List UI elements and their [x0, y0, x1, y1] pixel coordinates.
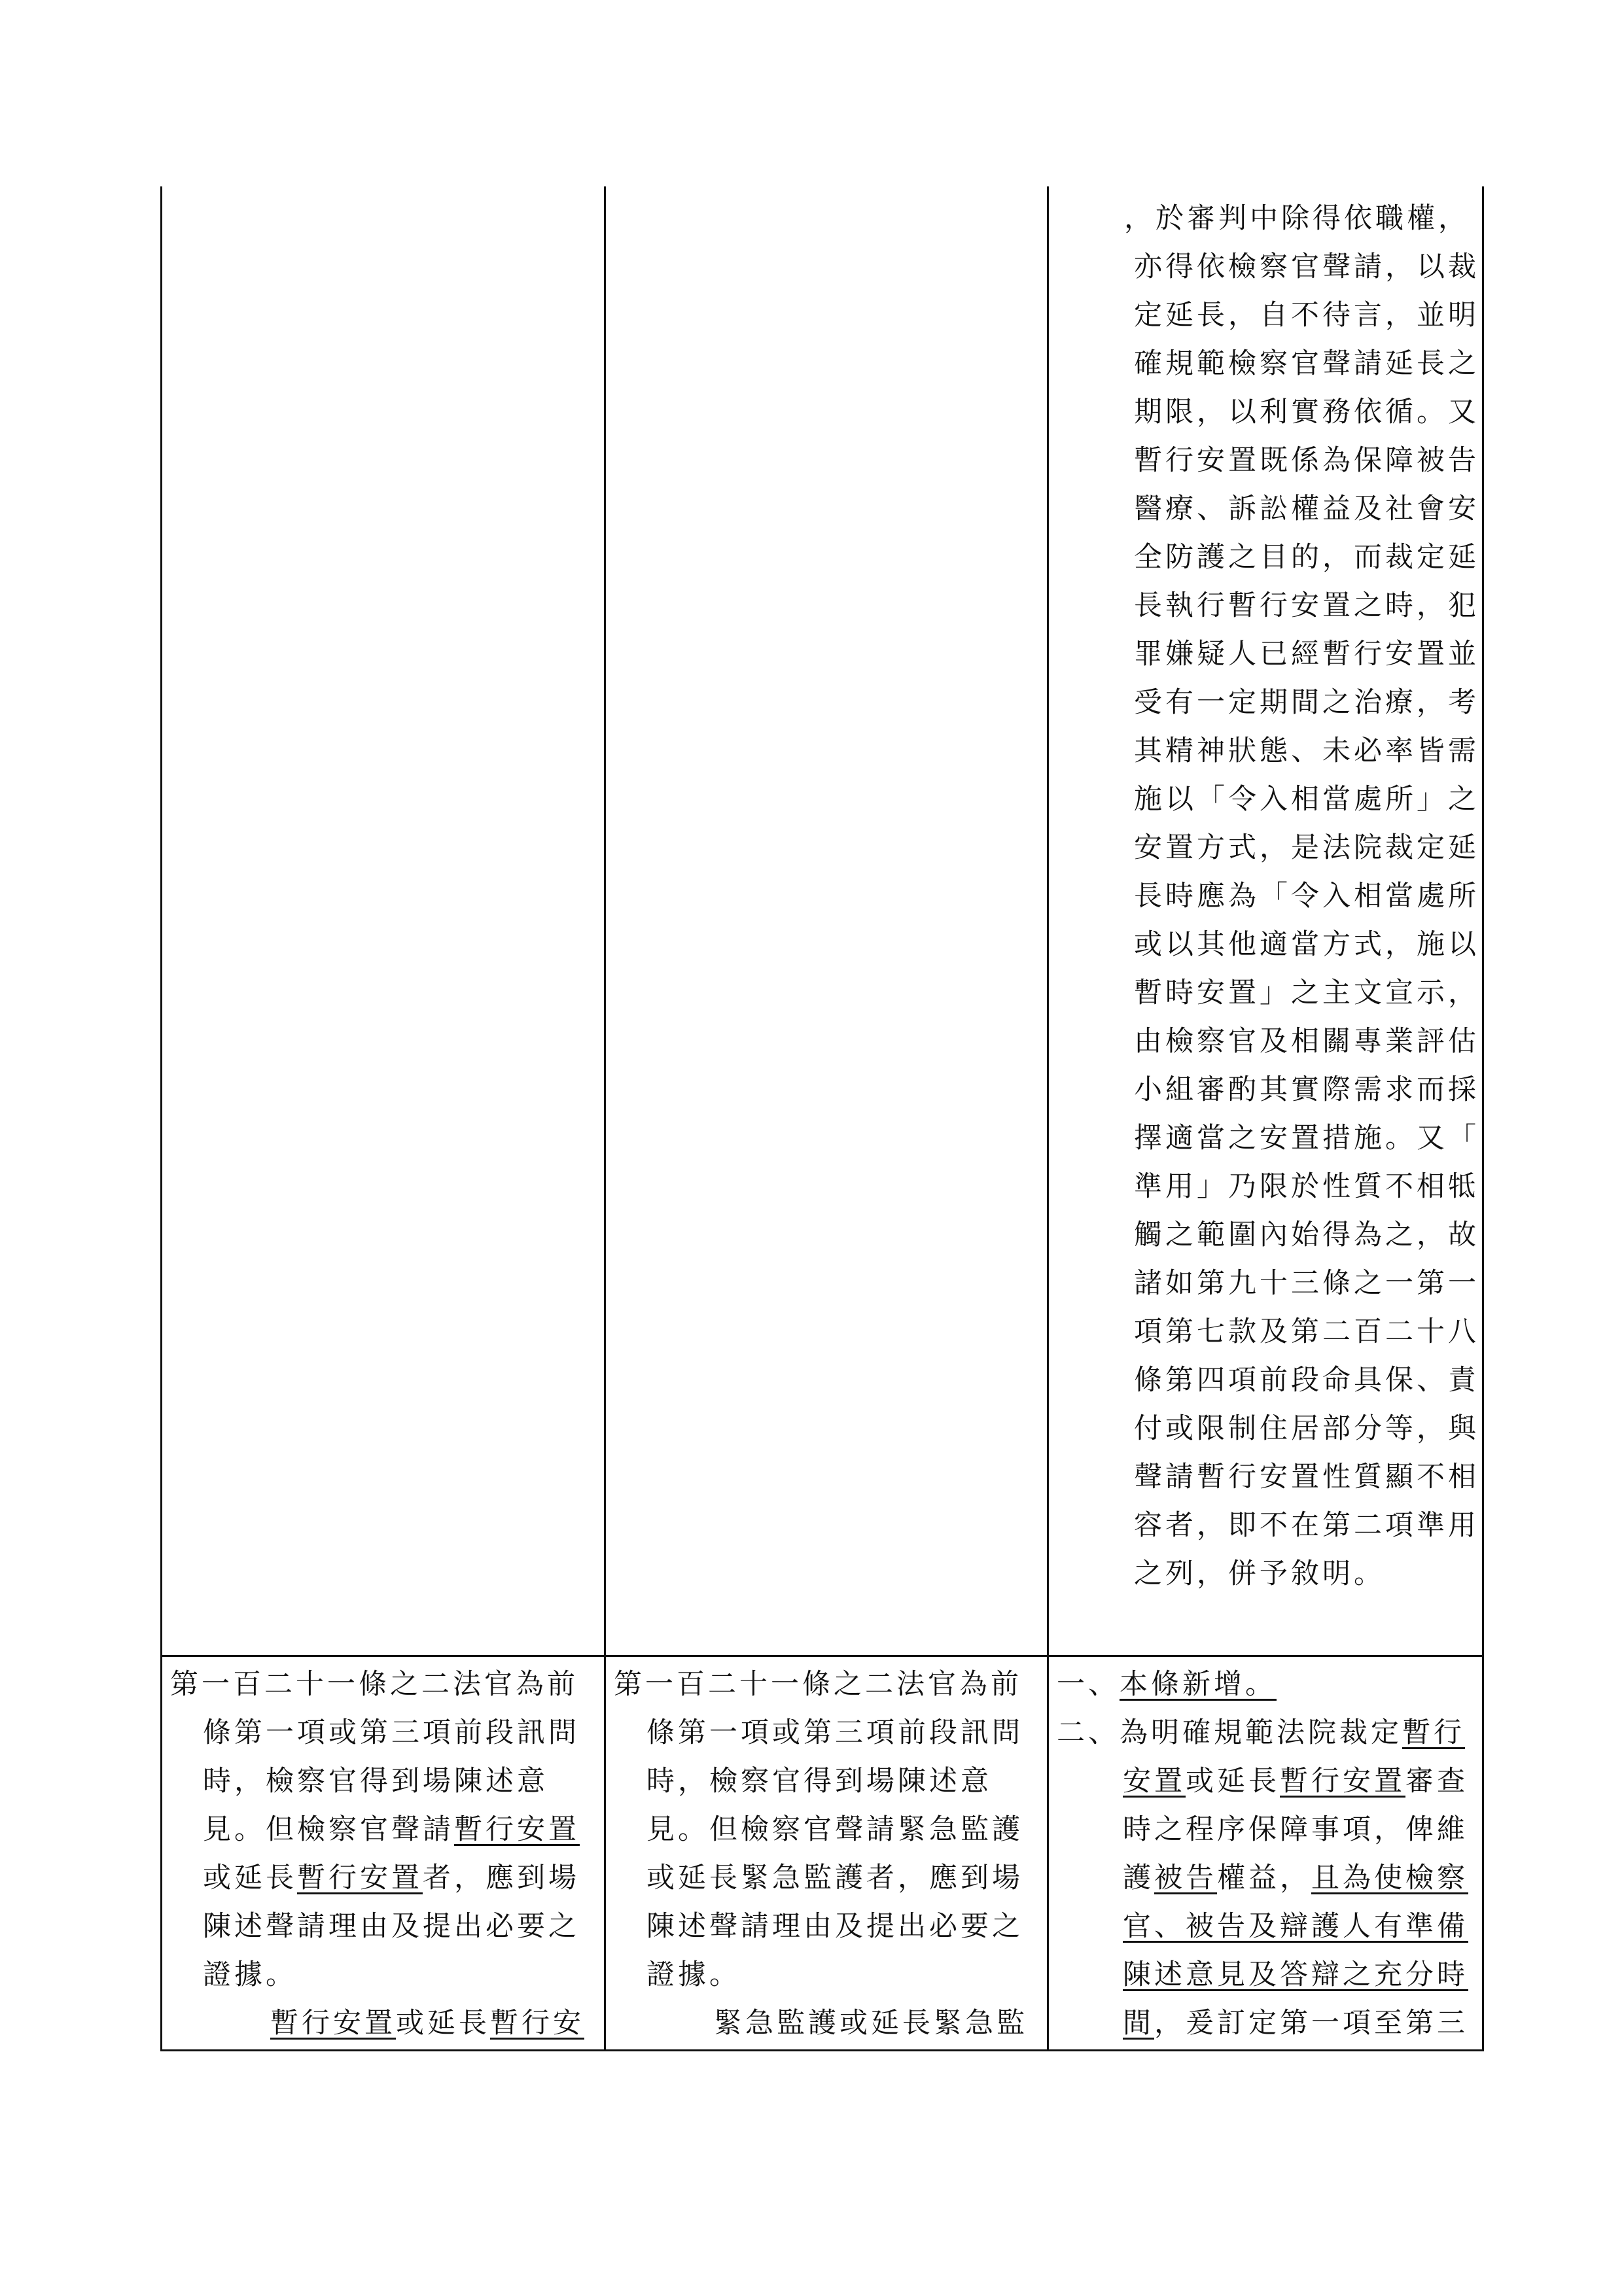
- explanation-line: [1049, 1999, 1482, 2047]
- explanation-line: 時之程序保障事項，俾維: [1123, 1813, 1468, 1846]
- underlined-term: 暫行安置: [297, 1862, 423, 1894]
- explanation-text: 為明確規範法院裁定: [1120, 1716, 1402, 1749]
- explanation-line: 定延長，自不待言，並明: [1134, 299, 1479, 332]
- underlined-term: 陳述意見及答辯之充分時: [1123, 1958, 1468, 1991]
- explanation-line: 其精神狀態、未必率皆需: [1134, 735, 1479, 767]
- article-line: [162, 1854, 604, 1902]
- explanation-line: 安置方式，是法院裁定延: [1134, 831, 1479, 864]
- explanation-line: 暫時安置」之主文宣示，: [1134, 977, 1479, 1009]
- explanation-line: 項第七款及第二百二十八: [1134, 1315, 1479, 1348]
- explanation-text: 審查: [1405, 1765, 1468, 1798]
- explanation-item: [1049, 1709, 1482, 1757]
- table-row: [162, 186, 1483, 1656]
- explanation-line: [1049, 1854, 1482, 1902]
- underlined-term: 暫行: [1402, 1716, 1465, 1749]
- underlined-term: 且為使檢察: [1311, 1862, 1468, 1894]
- explanation-line: 條第四項前段命具保、責: [1134, 1364, 1479, 1397]
- explanation-line: ，於審判中除得依職權，: [1124, 202, 1470, 235]
- article-line: 緊急監護或延長緊急監: [714, 2007, 1028, 2040]
- item-marker: 二、: [1057, 1716, 1120, 1749]
- article-line: 時，檢察官得到場陳述意: [203, 1765, 548, 1798]
- article-line: 陳述聲請理由及提出必要之: [203, 1910, 580, 1943]
- explanation-line: 罪嫌疑人已經暫行安置並: [1134, 638, 1479, 670]
- article-line: 第一百二十一條之二法官為前: [614, 1668, 1022, 1701]
- explanation-text: ，爰訂定第一項至第三: [1154, 2007, 1468, 2040]
- article-line: 證據。: [203, 1958, 297, 1991]
- article-text: 者，應到場: [423, 1862, 580, 1894]
- explanation-line: 諸如第九十三條之一第一: [1134, 1267, 1479, 1300]
- draft-article-cell-empty: [605, 186, 1048, 1656]
- explanation-new-cell: [1048, 1656, 1483, 2051]
- explanation-line: 受有一定期間之治療，考: [1134, 686, 1479, 719]
- comparison-table: [160, 186, 1484, 2051]
- explanation-line: [1049, 1757, 1482, 1805]
- article-text: 或延長: [203, 1862, 297, 1894]
- explanation-text: 護: [1123, 1862, 1154, 1894]
- explanation-line: [1049, 1902, 1482, 1951]
- underlined-term: 安置: [1123, 1765, 1186, 1798]
- article-line: 證據。: [646, 1958, 741, 1991]
- explanation-line: 付或限制住居部分等，與: [1134, 1412, 1479, 1445]
- article-line: 時，檢察官得到場陳述意: [646, 1765, 992, 1798]
- article-line: 第一百二十一條之二法官為前: [170, 1668, 578, 1701]
- explanation-text: 權益，: [1217, 1862, 1311, 1894]
- table-row: [162, 1656, 1483, 2051]
- explanation-line: 全防護之目的，而裁定延: [1134, 541, 1479, 574]
- explanation-line: 由檢察官及相關專業評估: [1134, 1025, 1479, 1058]
- article-line: 陳述聲請理由及提出必要之: [646, 1910, 1023, 1943]
- explanation-line: 之列，併予敘明。: [1134, 1557, 1385, 1590]
- article-line: [162, 1805, 604, 1854]
- amended-article-cell: [162, 1656, 605, 2051]
- explanation-line: [1049, 1951, 1482, 1999]
- article-text: 或延長: [396, 2007, 490, 2040]
- explanation-continued-cell: [1048, 186, 1483, 1656]
- explanation-line: 施以「令入相當處所」之: [1134, 783, 1479, 816]
- explanation-line: 擇適當之安置措施。又「: [1134, 1122, 1479, 1155]
- underlined-term: 暫行安: [490, 2007, 584, 2040]
- explanation-line: 暫行安置既係為保障被告: [1134, 444, 1479, 477]
- explanation-line: 期限，以利實務依循。又: [1134, 396, 1479, 428]
- underlined-term: 暫行安置: [454, 1813, 580, 1846]
- article-line: 條第一項或第三項前段訊問: [646, 1716, 1023, 1749]
- article-line: [162, 1999, 604, 2047]
- explanation-line: 確規範檢察官聲請延長之: [1134, 347, 1479, 380]
- explanation-line: 或以其他適當方式，施以: [1134, 928, 1479, 961]
- explanation-line: 亦得依檢察官聲請，以裁: [1134, 251, 1479, 283]
- explanation-line: 容者，即不在第二項準用: [1134, 1509, 1479, 1542]
- underlined-term: 暫行安置: [1280, 1765, 1405, 1798]
- amended-article-cell-empty: [162, 186, 605, 1656]
- draft-article-cell: [605, 1656, 1048, 2051]
- item-marker: 一、: [1057, 1668, 1120, 1701]
- underlined-term: 本條新增。: [1120, 1668, 1277, 1701]
- article-text: 見。但檢察官聲請: [203, 1813, 454, 1846]
- explanation-line: 醫療、訴訟權益及社會安: [1134, 493, 1479, 525]
- underlined-term: 間: [1123, 2007, 1154, 2040]
- underlined-term: 官、被告及辯護人有準備: [1123, 1910, 1468, 1943]
- explanation-line: 長時應為「令入相當處所: [1134, 880, 1479, 913]
- explanation-line: 聲請暫行安置性質顯不相: [1134, 1461, 1479, 1493]
- article-line: 或延長緊急監護者，應到場: [646, 1862, 1023, 1894]
- explanation-line: 準用」乃限於性質不相牴: [1134, 1170, 1479, 1203]
- article-line: 條第一項或第三項前段訊問: [203, 1716, 580, 1749]
- explanation-item: [1049, 1660, 1482, 1709]
- explanation-text: 或延長: [1186, 1765, 1280, 1798]
- explanation-line: 觸之範圍內始得為之，故: [1134, 1219, 1479, 1251]
- explanation-line: 小組審酌其實際需求而採: [1134, 1073, 1479, 1106]
- explanation-line: 長執行暫行安置之時，犯: [1134, 589, 1479, 622]
- underlined-term: 暫行安置: [270, 2007, 396, 2040]
- underlined-term: 被告: [1154, 1862, 1217, 1894]
- article-line: 見。但檢察官聲請緊急監護: [646, 1813, 1023, 1846]
